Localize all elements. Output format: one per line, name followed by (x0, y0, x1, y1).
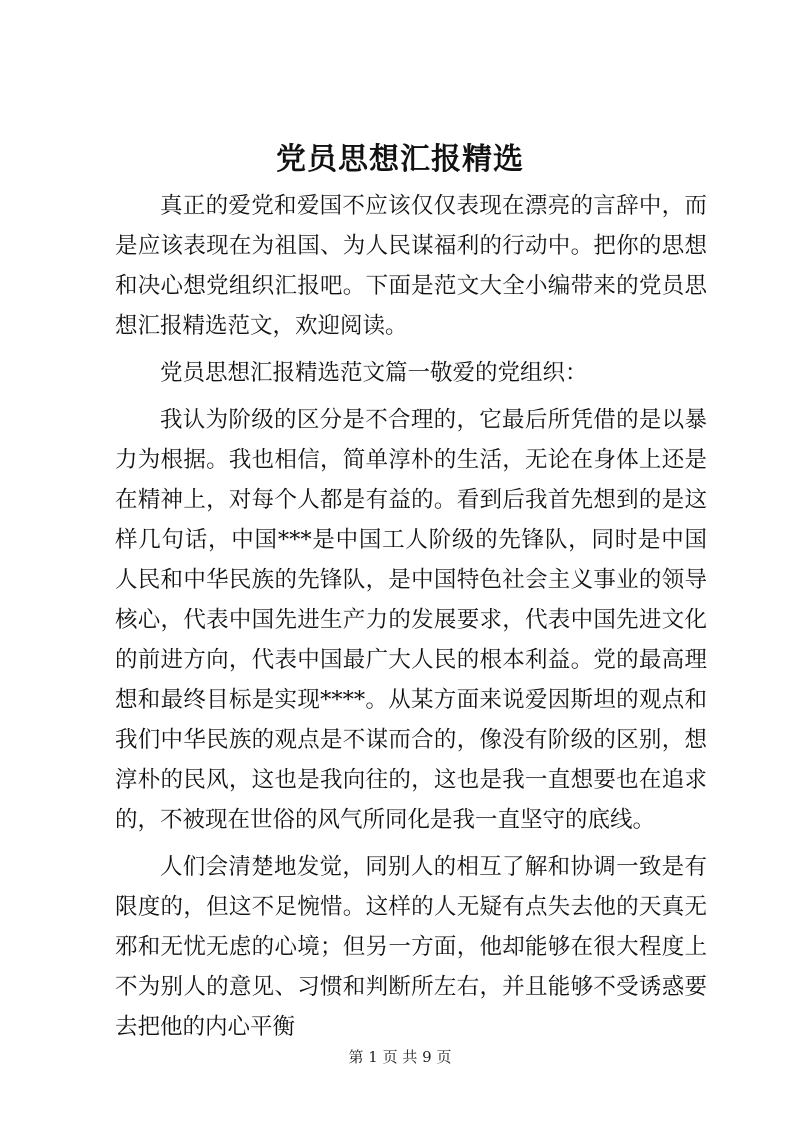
document-title: 党员思想汇报精选 (276, 142, 524, 177)
paragraph-section-heading: 党员思想汇报精选范文篇一敬爱的党组织： (160, 360, 588, 386)
page-number-footer: 第 1 页 共 9 页 (348, 1048, 452, 1066)
paragraph-intro: 真正的爱党和爱国不应该仅仅表现在漂亮的言辞中，而是应该表现在为祖国、为人民谋福利的行动中。把你的思想和决心想党组织汇报吧。下面是范文大全小编带来的党员思想汇报精选范文，欢迎阅读。 (115, 193, 707, 339)
paragraph-body-2: 人们会清楚地发觉，同别人的相互了解和协调一致是有限度的，但这不足惋惜。这样的人无疑有点失去他的天真无邪和无忧无虑的心境；但另一方面，他却能够在很大程度上不为别人的意见、习惯和判断所左右，并且能够不受诱惑要去把他的内心平衡 (115, 854, 707, 1040)
paragraph-body-1: 我认为阶级的区分是不合理的，它最后所凭借的是以暴力为根据。我也相信，简单淳朴的生活，无论在身体上还是在精神上，对每个人都是有益的。看到后我首先想到的是这样几句话，中国***是中国工人阶级的先锋队，同时是中国人民和中华民族的先锋队，是中国特色社会主义事业的领导核心，代表中国先进生产力的发展要求，代表中国先进文化的前进方向，代表中国最广大人民的根本利益。党的最高理想和最终目标是实现****。从某方面来说爱因斯坦的观点和我们中华民族的观点是不谋而合的，像没有阶级的区别，想淳朴的民风，这也是我向往的，这也是我一直想要也在追求的，不被现在世俗的风气所同化是我一直坚守的底线。 (115, 407, 707, 833)
document-body (115, 186, 707, 1047)
